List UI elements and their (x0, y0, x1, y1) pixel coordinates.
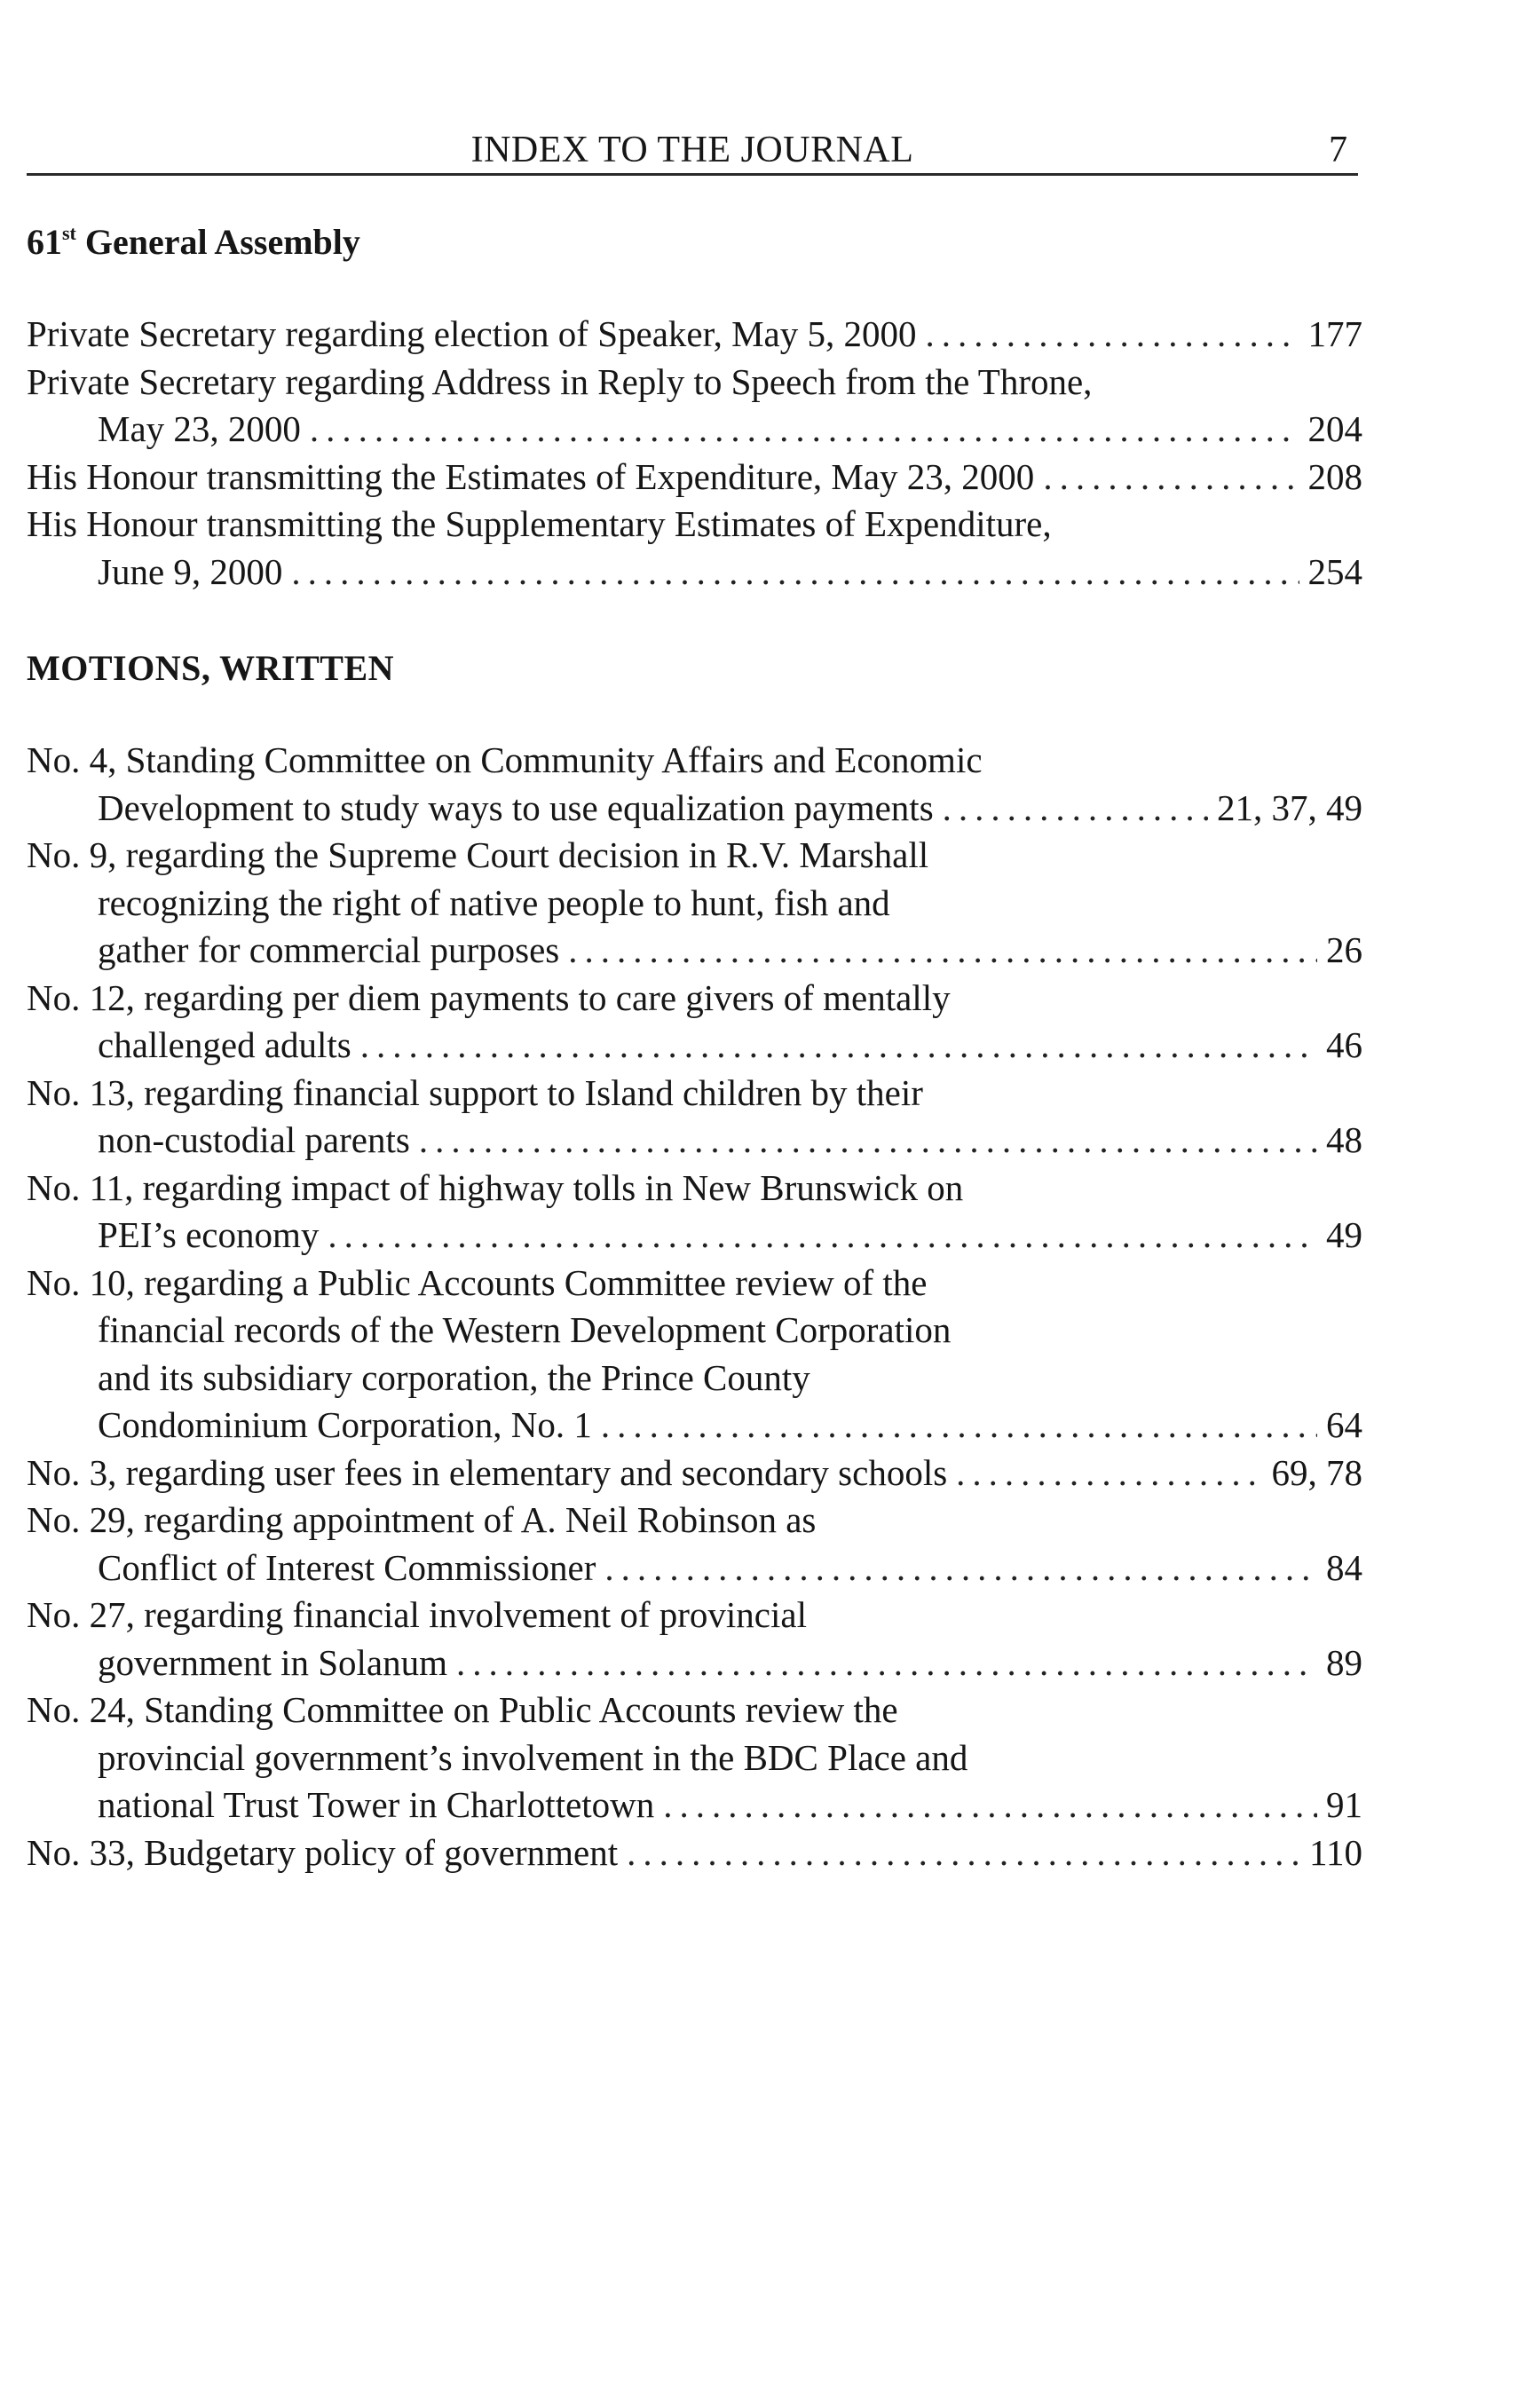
index-entry-line (27, 1450, 1362, 1497)
page-references: 69, 78 (1271, 1451, 1362, 1493)
index-entry-line (27, 1782, 1362, 1829)
entry-text: No. 27, regarding financial involvement of provincial (27, 1594, 807, 1635)
index-entry (27, 975, 1362, 1070)
index-entry-line (27, 1070, 1362, 1118)
index-entry-line (27, 737, 1362, 785)
page-references: 49 (1326, 1214, 1362, 1255)
entry-text: No. 12, regarding per diem payments to care givers of mentally (27, 976, 951, 1018)
page-number: 7 (1329, 130, 1347, 170)
page-references: 89 (1326, 1641, 1362, 1683)
dot-leader (1043, 454, 1299, 502)
entry-text: No. 3, regarding user fees in elementary and secondary schools (27, 1451, 948, 1493)
index-entry-line (27, 1117, 1362, 1165)
index-entry-line (27, 406, 1362, 454)
index-entry (27, 1260, 1362, 1450)
page-references: 48 (1326, 1119, 1362, 1160)
entry-text: No. 29, regarding appointment of A. Neil Robinson as (27, 1499, 817, 1540)
index-entry (27, 737, 1362, 832)
dot-leader (568, 927, 1317, 975)
entry-text: No. 10, regarding a Public Accounts Committee review of the (27, 1261, 928, 1303)
messages-index-list (27, 311, 1362, 596)
page-header (27, 127, 1358, 176)
index-entry (27, 1450, 1362, 1497)
motions-written-index-list (27, 737, 1362, 1876)
index-entry-line (27, 1260, 1362, 1308)
index-entry (27, 501, 1362, 596)
page-references: 254 (1307, 550, 1362, 592)
assembly-ordinal-suffix: st (62, 222, 76, 244)
index-entry-line (27, 1687, 1362, 1734)
dot-leader (627, 1829, 1300, 1877)
entry-text: No. 11, regarding impact of highway tolls in New Brunswick on (27, 1166, 964, 1208)
entry-text: provincial government’s involvement in the BDC Place and (98, 1736, 968, 1778)
dot-leader (291, 549, 1299, 597)
entry-text: His Honour transmitting the Supplementary Estimates of Expenditure, (27, 503, 1052, 544)
index-entry-line (27, 1734, 1362, 1782)
index-entry-line (27, 359, 1362, 407)
entry-text: Private Secretary regarding Address in Reply to Speech from the Throne, (27, 360, 1093, 402)
index-entry-line (27, 1165, 1362, 1213)
index-entry-line (27, 1212, 1362, 1260)
assembly-heading (27, 220, 360, 265)
page-references: 110 (1309, 1831, 1362, 1873)
running-title: INDEX TO THE JOURNAL (470, 130, 914, 170)
entry-text: financial records of the Western Development Corporation (98, 1309, 952, 1350)
section-heading-motions-written: MOTIONS, WRITTEN (27, 648, 395, 688)
entry-text: and its subsidiary corporation, the Prince County (98, 1356, 810, 1398)
page-references: 46 (1326, 1024, 1362, 1065)
entry-text: May 23, 2000 (98, 408, 301, 449)
dot-leader (663, 1782, 1317, 1829)
index-entry-line (27, 549, 1362, 597)
index-entry-line (27, 832, 1362, 880)
page-references: 26 (1326, 929, 1362, 970)
entry-text: June 9, 2000 (98, 550, 283, 592)
index-entry (27, 311, 1362, 359)
entry-text: Private Secretary regarding election of Speaker, May 5, 2000 (27, 313, 917, 354)
index-entry-line (27, 1402, 1362, 1450)
index-entry-line (27, 927, 1362, 975)
dot-leader (926, 311, 1299, 359)
entry-text: national Trust Tower in Charlottetown (98, 1784, 655, 1825)
entry-text: Development to study ways to use equalization payments (98, 786, 934, 828)
entry-text: government in Solanum (98, 1641, 448, 1683)
index-entry-line (27, 1592, 1362, 1639)
dot-leader (419, 1117, 1317, 1165)
entry-text: No. 4, Standing Committee on Community Affairs and Economic (27, 739, 983, 780)
entry-text: gather for commercial purposes (98, 929, 560, 970)
dot-leader (360, 1022, 1317, 1070)
dot-leader (943, 785, 1208, 833)
index-entry (27, 1829, 1362, 1877)
index-entry (27, 1070, 1362, 1165)
index-entry-line (27, 1639, 1362, 1687)
index-entry (27, 1165, 1362, 1260)
index-entry (27, 359, 1362, 454)
page-references: 204 (1307, 408, 1362, 449)
index-entry (27, 1592, 1362, 1687)
index-entry-line (27, 785, 1362, 833)
page-references: 84 (1326, 1546, 1362, 1588)
entry-text: recognizing the right of native people to hunt, fish and (98, 881, 890, 923)
dot-leader (310, 406, 1299, 454)
entry-text: PEI’s economy (98, 1214, 320, 1255)
dot-leader (328, 1212, 1317, 1260)
entry-text: No. 9, regarding the Supreme Court decision in R.V. Marshall (27, 834, 929, 875)
entry-text: His Honour transmitting the Estimates of Expenditure, May 23, 2000 (27, 455, 1035, 497)
assembly-label: General Assembly (84, 222, 360, 262)
index-entry-line (27, 311, 1362, 359)
index-entry (27, 1687, 1362, 1829)
entry-text: No. 24, Standing Committee on Public Accounts review the (27, 1689, 898, 1730)
entry-text: No. 33, Budgetary policy of government (27, 1831, 619, 1873)
entry-text: challenged adults (98, 1024, 351, 1065)
index-entry-line (27, 880, 1362, 928)
index-entry-line (27, 1355, 1362, 1402)
entry-text: Conflict of Interest Commissioner (98, 1546, 596, 1588)
index-entry-line (27, 1545, 1362, 1592)
index-entry-line (27, 975, 1362, 1023)
index-entry (27, 454, 1362, 502)
dot-leader (956, 1450, 1262, 1497)
index-entry-line (27, 454, 1362, 502)
page-references: 64 (1326, 1404, 1362, 1445)
index-entry-line (27, 1497, 1362, 1545)
index-entry (27, 832, 1362, 975)
page-references: 91 (1326, 1784, 1362, 1825)
entry-text: Condominium Corporation, No. 1 (98, 1404, 592, 1445)
index-entry-line (27, 1022, 1362, 1070)
index-entry-line (27, 501, 1362, 549)
dot-leader (456, 1639, 1317, 1687)
dot-leader (604, 1545, 1317, 1592)
index-entry (27, 1497, 1362, 1592)
entry-text: non-custodial parents (98, 1119, 410, 1160)
page-references: 208 (1307, 455, 1362, 497)
page-references: 177 (1307, 313, 1362, 354)
entry-text: No. 13, regarding financial support to Island children by their (27, 1071, 923, 1113)
assembly-ordinal: 61 (27, 222, 62, 262)
page-references: 21, 37, 49 (1217, 786, 1362, 828)
index-entry-line (27, 1829, 1362, 1877)
index-entry-line (27, 1307, 1362, 1355)
dot-leader (601, 1402, 1317, 1450)
